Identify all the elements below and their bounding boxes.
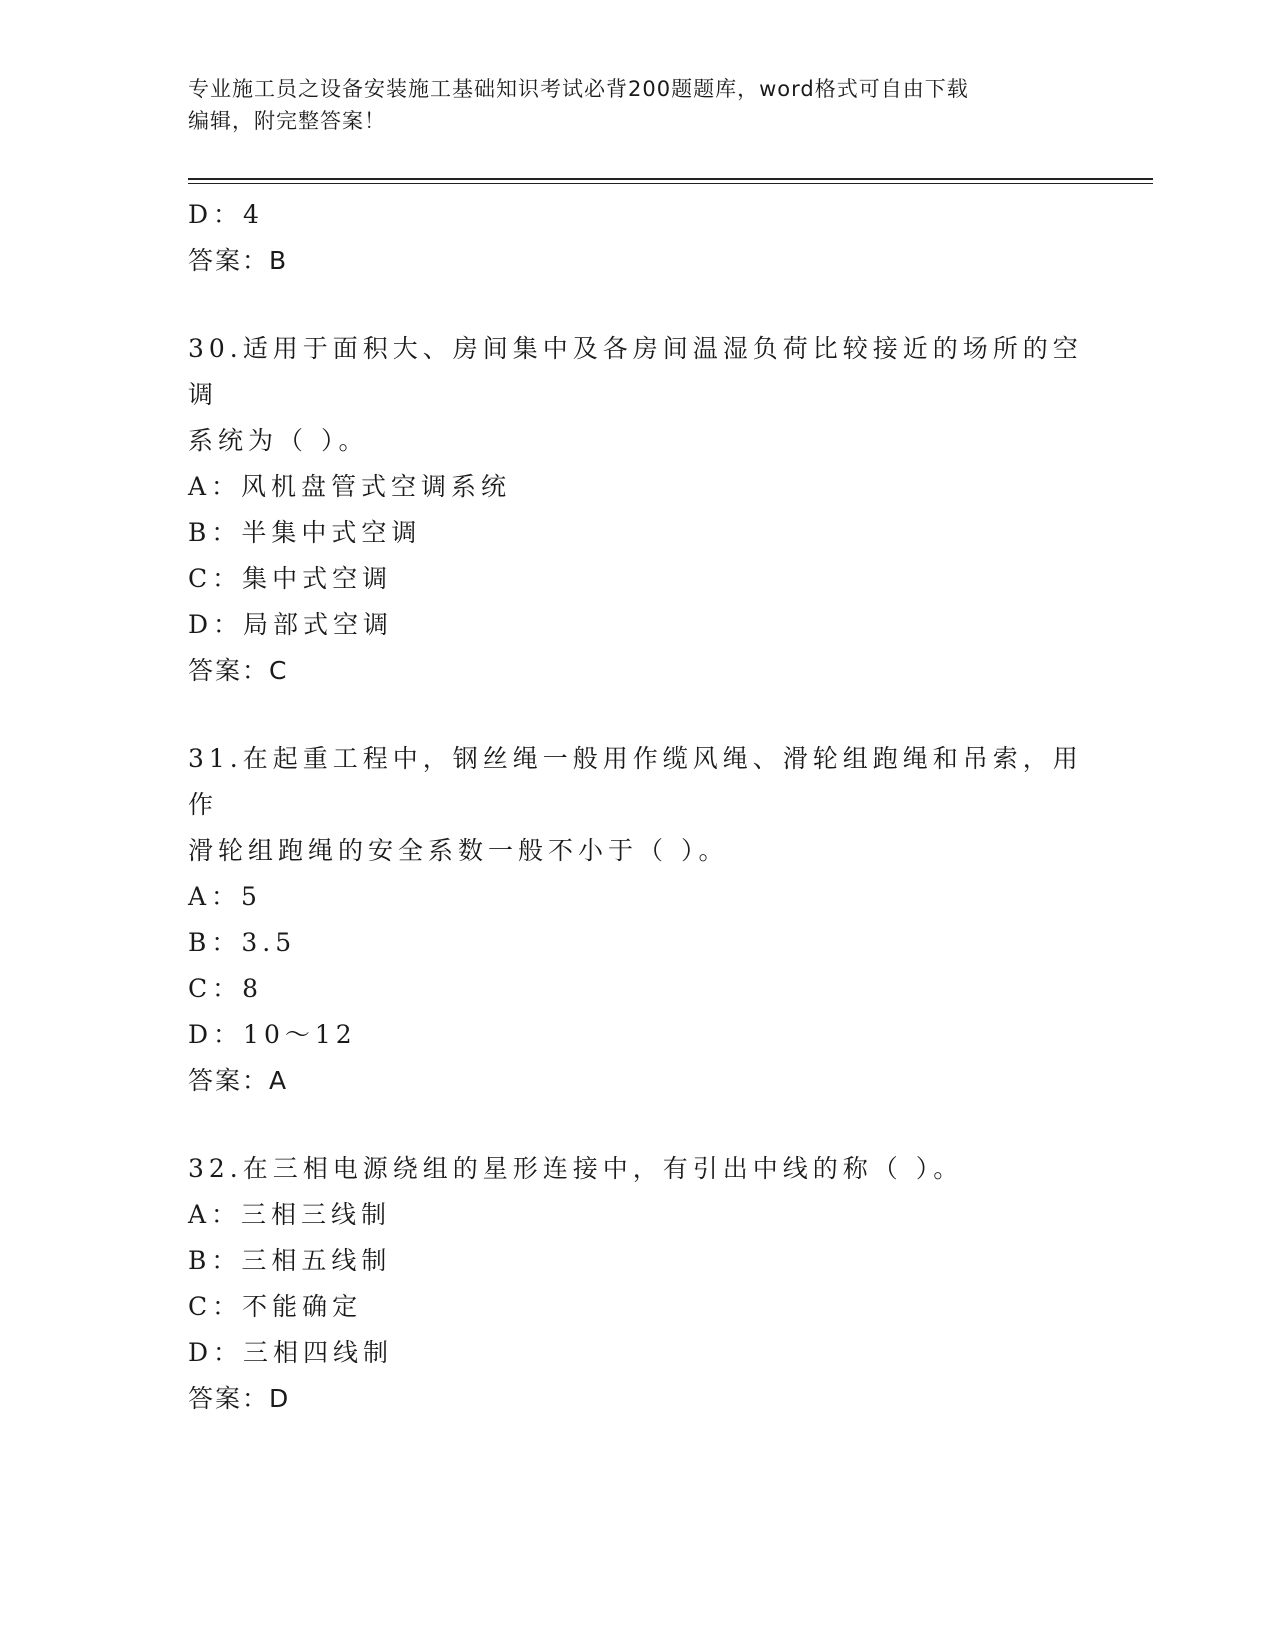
question-30-text-1: 30.适用于面积大、房间集中及各房间温湿负荷比较接近的场所的空调 (188, 334, 1083, 409)
prev-option-d: D：4 (188, 200, 264, 229)
question-32-text-1: 32.在三相电源绕组的星形连接中，有引出中线的称（ ）。 (188, 1154, 964, 1183)
question-30-option-b: B：半集中式空调 (188, 518, 422, 547)
question-32-option-a: A：三相三线制 (188, 1200, 392, 1229)
prev-answer: 答案：B (188, 246, 289, 275)
question-31-text-1: 31.在起重工程中，钢丝绳一般用作缆风绳、滑轮组跑绳和吊索，用作 (188, 744, 1083, 819)
header-rule-thick (188, 178, 1153, 180)
header-line-2: 编辑，附完整答案！ (188, 109, 386, 133)
question-32-option-c: C：不能确定 (188, 1292, 363, 1321)
question-list (188, 192, 1088, 1422)
header-rule-thin (188, 183, 1153, 184)
question-30-answer: 答案：C (188, 656, 289, 685)
question-31-option-d: D：10～12 (188, 1020, 357, 1049)
question-31-option-c: C：8 (188, 974, 264, 1003)
question-32-option-d: D：三相四线制 (188, 1338, 394, 1367)
question-32 (188, 1146, 1088, 1422)
question-30 (188, 326, 1088, 694)
question-31 (188, 736, 1088, 1104)
question-31-option-b: B：3.5 (188, 928, 297, 957)
question-32-answer: 答案：D (188, 1384, 291, 1413)
question-31-option-a: A：5 (188, 882, 262, 911)
question-30-option-a: A：风机盘管式空调系统 (188, 472, 512, 501)
question-30-option-d: D：局部式空调 (188, 610, 394, 639)
question-30-text-2: 系统为（ ）。 (188, 426, 369, 455)
question-30-option-c: C：集中式空调 (188, 564, 393, 593)
header-line-1: 专业施工员之设备安装施工基础知识考试必背200题题库，word格式可自由下载 (188, 77, 969, 101)
question-31-text-2: 滑轮组跑绳的安全系数一般不小于（ ）。 (188, 836, 729, 865)
question-31-answer: 答案：A (188, 1066, 289, 1095)
document-header (188, 73, 1068, 137)
question-32-option-b: B：三相五线制 (188, 1246, 392, 1275)
